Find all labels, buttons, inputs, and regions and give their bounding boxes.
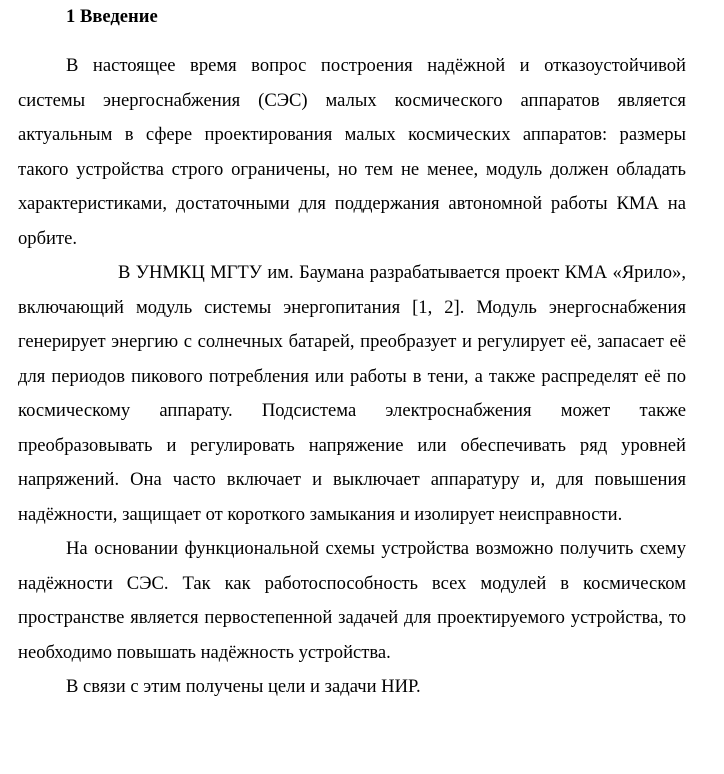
paragraph-intro: В настоящее время вопрос построения надёжной и отказоустойчивой системы энергоснабжения (СЭС) малых космического аппаратов является актуальным в сфере проектирования малых космических аппаратов: размеры такого устройства строго ограничены, но тем не менее, модуль должен обладать характеристиками, достаточными для поддержания автономной работы КМА на орбите. xyxy=(18,55,686,249)
section-heading: 1 Введение xyxy=(66,6,158,27)
paragraph-project: В УНМКЦ МГТУ им. Баумана разрабатывается проект КМА «Ярило», включающий модуль системы энергопитания [1, 2]. Модуль энергоснабжения генерирует энергию с солнечных батарей, преобразует и регулирует её, запасает её для периодов пикового потребления или работы в тени, а также распределят её по космическому аппарату. Подсистема электроснабжения может также преобразовывать и регулировать напряжение или обеспечивать ряд уровней напряжений. Она часто включает и выключает аппаратуру и, для повышения надёжности, защищает от короткого замыкания и изолирует неисправности. xyxy=(18,262,686,525)
document-page xyxy=(18,2,686,705)
heading-spacer xyxy=(18,32,686,49)
paragraph-goals: В связи с этим получены цели и задачи НИР. xyxy=(66,676,421,697)
paragraph-reliability: На основании функциональной схемы устройства возможно получить схему надёжности СЭС. Так как работоспособность всех модулей в космическом пространстве является первостепенной задачей для проектируемого устройства, то необходимо повышать надёжность устройства. xyxy=(18,538,686,663)
